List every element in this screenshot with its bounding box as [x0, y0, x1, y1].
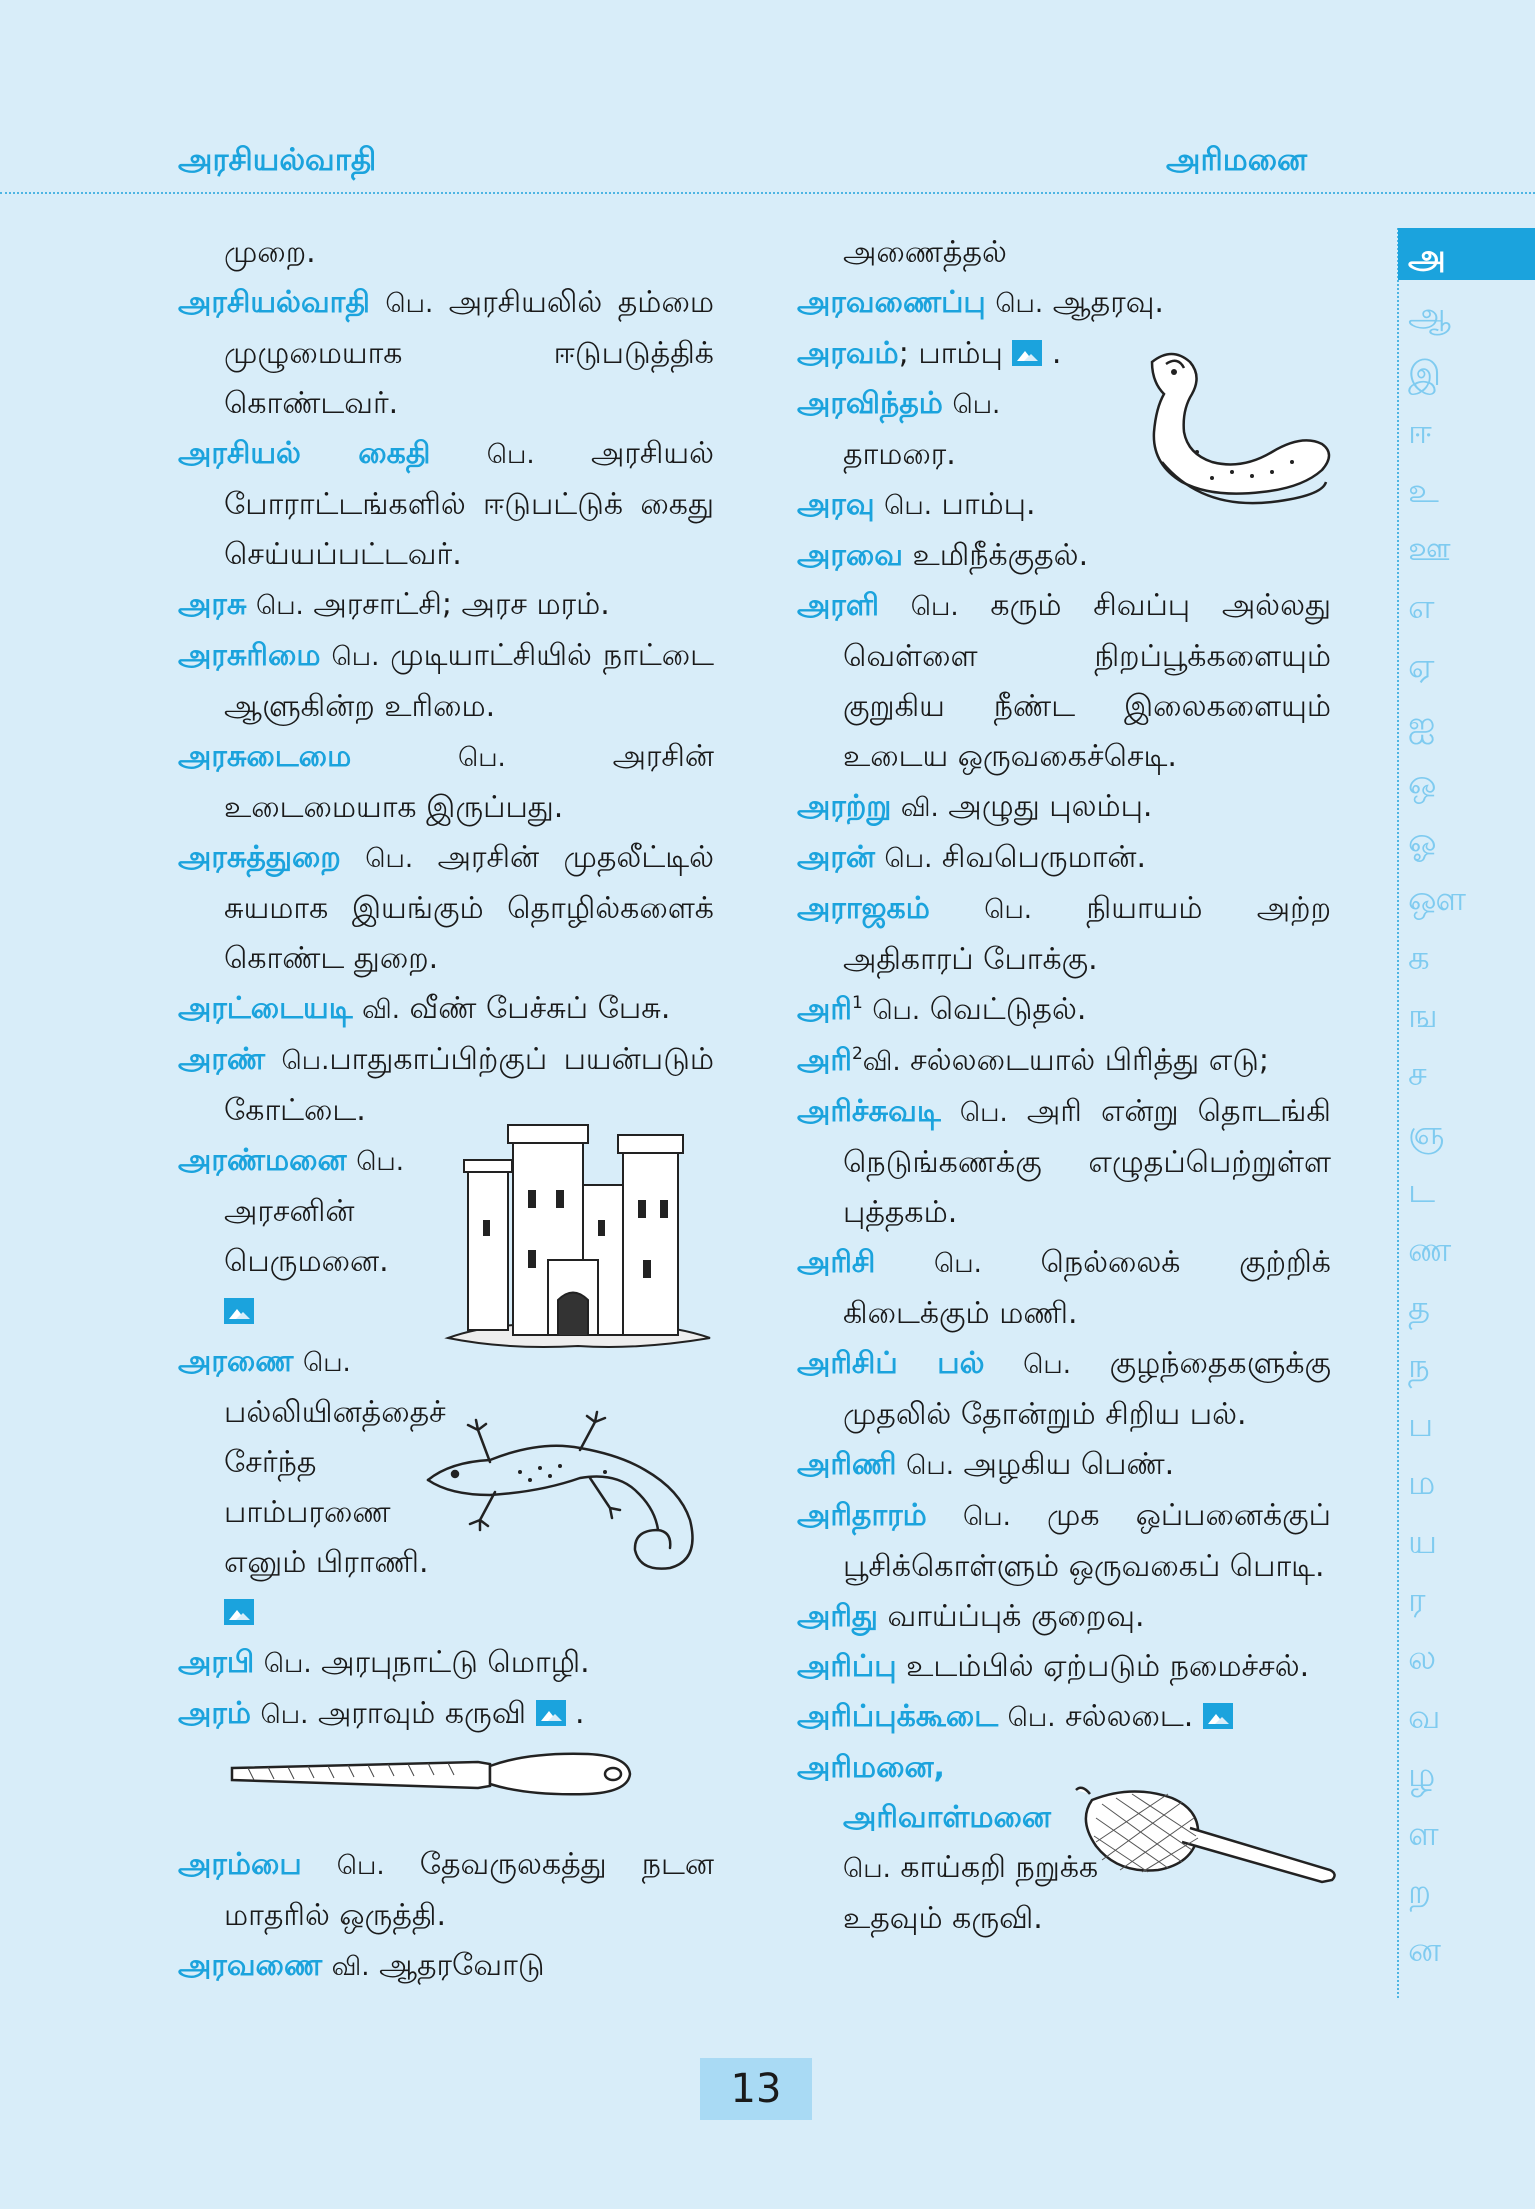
index-letter[interactable]: ஞ: [1408, 1112, 1445, 1153]
part-of-speech: பெ.: [385, 289, 434, 319]
definition: காய்கறி நறுக்க: [900, 1850, 1099, 1885]
castle-illustration: [438, 1110, 718, 1350]
definition: உமிநீக்குதல்.: [912, 538, 1089, 573]
index-letter[interactable]: ல: [1408, 1638, 1437, 1679]
index-letter[interactable]: ஒ: [1408, 762, 1437, 803]
dictionary-entry: [797, 1491, 1331, 1592]
lizard-illustration: [420, 1400, 720, 1580]
dictionary-entry: [178, 833, 714, 984]
index-letter[interactable]: எ: [1408, 587, 1435, 628]
definition: ஆதரவு.: [1052, 285, 1164, 320]
index-letter[interactable]: ஊ: [1408, 528, 1451, 569]
headword: அரவிந்தம்: [797, 386, 943, 421]
part-of-speech: பெ.: [255, 591, 304, 621]
part-of-speech: பெ.: [281, 1046, 330, 1076]
part-of-speech: பெ.: [884, 491, 932, 521]
index-letter[interactable]: ங: [1408, 996, 1438, 1037]
part-of-speech: பெ.: [952, 390, 1001, 420]
part-of-speech: பெ.: [356, 1147, 405, 1177]
dictionary-entry: [178, 580, 714, 631]
definition: அரசின் உடைமையாக இருப்பது.: [224, 739, 714, 825]
headword: அரசியல் கைதி: [178, 436, 431, 471]
snake-illustration: [1122, 342, 1336, 512]
alphabet-index: [1408, 228, 1498, 1980]
definition: கரும் சிவப்பு அல்லது வெள்ளை நிறப்பூக்களையும் குறுகிய நீண்ட இலைகளையும் உடைய ஒருவகைச்செடி.: [843, 588, 1331, 774]
dictionary-entry: [178, 429, 714, 580]
index-letter[interactable]: இ: [1408, 353, 1442, 394]
definition: உடம்பில் ஏற்படும் நமைச்சல்.: [906, 1649, 1310, 1684]
definition: ஆதரவோடு: [379, 1948, 545, 1983]
part-of-speech: பெ.: [884, 844, 933, 874]
image-icon[interactable]: [1012, 340, 1042, 366]
index-letter[interactable]: ன: [1408, 1930, 1441, 1971]
part-of-speech: பெ.: [995, 289, 1044, 319]
definition: பாம்பு.: [941, 487, 1036, 522]
dictionary-entry: [797, 1238, 1331, 1339]
definition: அரபுநாட்டு மொழி.: [321, 1645, 590, 1680]
index-letter[interactable]: ட: [1408, 1171, 1436, 1212]
dictionary-entry: [178, 1638, 714, 1689]
definition: வீண் பேச்சுப் பேசு.: [409, 991, 671, 1026]
alphabet-index-rule: [1397, 228, 1399, 1998]
headword: அரிப்பு: [797, 1649, 897, 1684]
headword: அரபி: [178, 1645, 255, 1680]
index-letter[interactable]: ள: [1408, 1813, 1439, 1854]
index-letter[interactable]: த: [1408, 1288, 1431, 1329]
part-of-speech: வி.: [362, 995, 400, 1025]
index-letter[interactable]: ஈ: [1408, 412, 1432, 453]
image-icon[interactable]: [536, 1700, 566, 1726]
index-letter[interactable]: க: [1408, 937, 1430, 978]
index-letter[interactable]: ஏ: [1408, 645, 1435, 686]
definition: அழுது புலம்பு.: [948, 789, 1153, 824]
image-icon[interactable]: [224, 1298, 254, 1324]
headword-variant: அரிவாள்மனை: [843, 1800, 1052, 1835]
index-letter[interactable]: ஆ: [1408, 295, 1451, 336]
definition: வெட்டுதல்.: [929, 992, 1087, 1027]
dictionary-entry: [797, 278, 1331, 329]
headword: அரம்: [178, 1696, 251, 1731]
dictionary-entry: [797, 531, 1331, 581]
definition: அரசின் முதலீட்டில் சுயமாக இயங்கும் தொழில்களைக் கொண்ட துறை.: [224, 840, 714, 976]
definition: பாதுகாப்பிற்குப் பயன்படும் கோட்டை.: [224, 1042, 714, 1128]
headword: அரன்: [797, 840, 875, 875]
part-of-speech: பெ.: [260, 1700, 309, 1730]
definition: தேவருலகத்து நடன மாதரில் ஒருத்தி.: [224, 1847, 714, 1933]
homonym-number: 1: [851, 993, 863, 1013]
headword: அரண்: [178, 1042, 266, 1077]
image-icon[interactable]: [1203, 1703, 1233, 1729]
entry-continuation: அணைத்தல்: [843, 235, 1007, 270]
page-number: 13: [700, 2058, 812, 2120]
headword: அரசுத்துறை: [178, 840, 341, 875]
headword: அரிசிப் பல்: [797, 1346, 985, 1381]
definition: அரசியலில் தம்மை முழுமையாக ஈடுபடுத்திக் கொண்டவர்.: [224, 285, 714, 421]
headword: அரிணி: [797, 1447, 897, 1482]
dictionary-entry: [178, 1941, 714, 1992]
part-of-speech: பெ.: [843, 1854, 891, 1884]
index-letter[interactable]: ஓ: [1408, 820, 1437, 861]
part-of-speech: பெ.: [910, 592, 959, 622]
dictionary-entry: [797, 1642, 1331, 1692]
dictionary-entry: அரம் பெ. அராவும் கருவி .: [178, 1696, 585, 1731]
part-of-speech: பெ.: [1023, 1350, 1071, 1380]
headword: அரசியல்வாதி: [178, 285, 370, 320]
headword: அரம்பை: [178, 1847, 302, 1882]
definition: முக ஒப்பனைக்குப் பூசிக்கொள்ளும் ஒருவகைப் பொடி.: [843, 1498, 1331, 1584]
headword: அராஜகம்: [797, 891, 930, 926]
dictionary-entry: [797, 884, 1331, 985]
left-guide-word: அரசியல்வாதி: [178, 142, 377, 178]
index-letter[interactable]: உ: [1408, 470, 1439, 511]
part-of-speech: பெ.: [934, 1249, 982, 1279]
headword: அரிப்புக்கூடை: [797, 1699, 999, 1734]
dictionary-entry: [797, 1087, 1331, 1238]
definition: அரசாட்சி; அரச மரம்.: [313, 587, 610, 622]
headword: அரி: [797, 992, 852, 1027]
dictionary-entry: [797, 1440, 1331, 1491]
definition: பல்லியினத்தைச்: [224, 1395, 446, 1430]
index-letter[interactable]: ந: [1408, 1346, 1430, 1387]
dictionary-entry: [797, 833, 1331, 884]
definition: அரசனின்: [224, 1194, 355, 1229]
dictionary-entry: [178, 631, 714, 732]
index-letter[interactable]: ஐ: [1408, 704, 1436, 745]
headword: அரி: [797, 1043, 852, 1078]
index-letter[interactable]: ர: [1408, 1579, 1426, 1620]
headword: அரசு: [178, 587, 247, 622]
part-of-speech: வி.: [862, 1047, 901, 1077]
headword: அரவம்: [797, 336, 899, 371]
part-of-speech: பெ.: [872, 996, 921, 1026]
definition: அரசியல் போராட்டங்களில் ஈடுபட்டுக் கைது செய்யப்பட்டவர்.: [224, 436, 714, 572]
definition: எனும் பிராணி.: [224, 1545, 429, 1580]
index-letter[interactable]: ண: [1408, 1229, 1452, 1270]
part-of-speech: பெ.: [365, 844, 414, 874]
definition: குழந்தைகளுக்கு முதலில் தோன்றும் சிறிய பல்.: [843, 1346, 1331, 1432]
part-of-speech: பெ.: [302, 1348, 351, 1378]
headword: அரவணை: [178, 1948, 323, 1983]
headword: அரிது: [797, 1599, 878, 1634]
part-of-speech: பெ.: [959, 1098, 1008, 1128]
dictionary-entry: [797, 581, 1331, 782]
part-of-speech: பெ.: [1007, 1703, 1056, 1733]
definition: பெருமனை.: [224, 1244, 389, 1279]
definition: நெல்லைக் குற்றிக் கிடைக்கும் மணி.: [843, 1245, 1331, 1331]
headword: அரளி: [797, 588, 880, 623]
index-letter[interactable]: ஔ: [1408, 879, 1466, 920]
headword: அரற்று: [797, 789, 892, 824]
headword: அரட்டையடி: [178, 991, 353, 1026]
definition: சல்லடையால் பிரித்து எடு;: [910, 1043, 1270, 1078]
definition: அரி என்று தொடங்கி நெடுங்கணக்கு எழுதப்பெற்றுள்ள புத்தகம்.: [843, 1094, 1331, 1230]
headword: அரிச்சுவடி: [797, 1094, 941, 1129]
part-of-speech: பெ.: [331, 642, 380, 672]
dictionary-entry: அரவம்; பாம்பு .: [797, 336, 1062, 371]
headword: அரிதாரம்: [797, 1498, 927, 1533]
definition: அராவும் கருவி: [317, 1696, 526, 1731]
entry-continuation: முறை.: [224, 235, 316, 270]
dictionary-entry: [797, 1692, 1331, 1743]
definition: சிவபெருமான்.: [941, 840, 1147, 875]
homonym-number: 2: [851, 1044, 863, 1064]
part-of-speech: பெ.: [962, 1502, 1011, 1532]
image-icon[interactable]: [224, 1599, 254, 1625]
index-letter-active[interactable]: அ: [1408, 237, 1446, 277]
definition: உதவும் கருவி.: [843, 1901, 1043, 1936]
headword: அரவணைப்பு: [797, 285, 986, 320]
part-of-speech: பெ.: [457, 743, 506, 773]
headword: அரவை: [797, 538, 903, 573]
dictionary-entry: [797, 1592, 1331, 1642]
dictionary-entry: [178, 278, 714, 429]
definition: வாய்ப்புக் குறைவு.: [887, 1599, 1145, 1634]
part-of-speech: பெ.: [486, 440, 535, 470]
dictionary-entry: [797, 782, 1331, 833]
part-of-speech: பெ.: [906, 1451, 954, 1481]
part-of-speech: பெ.: [263, 1649, 312, 1679]
definition: தாமரை.: [843, 437, 956, 472]
part-of-speech: பெ.: [984, 895, 1033, 925]
headword: அரசுடைமை: [178, 739, 352, 774]
definition: சல்லடை.: [1065, 1699, 1194, 1734]
headword: அரிசி: [797, 1245, 876, 1280]
index-letter[interactable]: ய: [1408, 1521, 1438, 1562]
dictionary-entry: [178, 984, 714, 1035]
dictionary-entry: [797, 1339, 1331, 1440]
index-letter[interactable]: ப: [1408, 1404, 1434, 1445]
part-of-speech: வி.: [331, 1952, 370, 1982]
right-guide-word: அரிமனை: [1166, 142, 1308, 178]
definition: ; பாம்பு: [898, 336, 1003, 371]
dictionary-entry: [178, 732, 714, 833]
index-letter[interactable]: வ: [1408, 1696, 1441, 1737]
headword: அரிமனை,: [797, 1750, 945, 1785]
definition: அழகிய பெண்.: [963, 1447, 1175, 1482]
headword: அரசுரிமை: [178, 638, 321, 673]
headword: அரவு: [797, 487, 875, 522]
header-divider: [0, 192, 1535, 194]
index-letter[interactable]: ச: [1408, 1054, 1427, 1095]
file-tool-illustration: [228, 1746, 638, 1802]
index-letter[interactable]: ம: [1408, 1463, 1436, 1504]
sieve-illustration: [1072, 1780, 1342, 1888]
part-of-speech: பெ.: [336, 1851, 385, 1881]
part-of-speech: வி.: [900, 793, 939, 823]
definition: சேர்ந்த: [224, 1445, 317, 1480]
definition: முடியாட்சியில் நாட்டை ஆளுகின்ற உரிமை.: [224, 638, 714, 724]
dictionary-entry: [797, 985, 1331, 1036]
headword: அரண்மனை: [178, 1143, 347, 1178]
index-letter[interactable]: ற: [1408, 1871, 1432, 1912]
dictionary-entry: [797, 1036, 1331, 1087]
definition: நியாயம் அற்ற அதிகாரப் போக்கு.: [843, 891, 1331, 977]
definition: பாம்பரணை: [224, 1495, 391, 1530]
index-letter[interactable]: ழ: [1408, 1755, 1436, 1796]
headword: அரணை: [178, 1344, 294, 1379]
dictionary-entry: [178, 1840, 714, 1941]
